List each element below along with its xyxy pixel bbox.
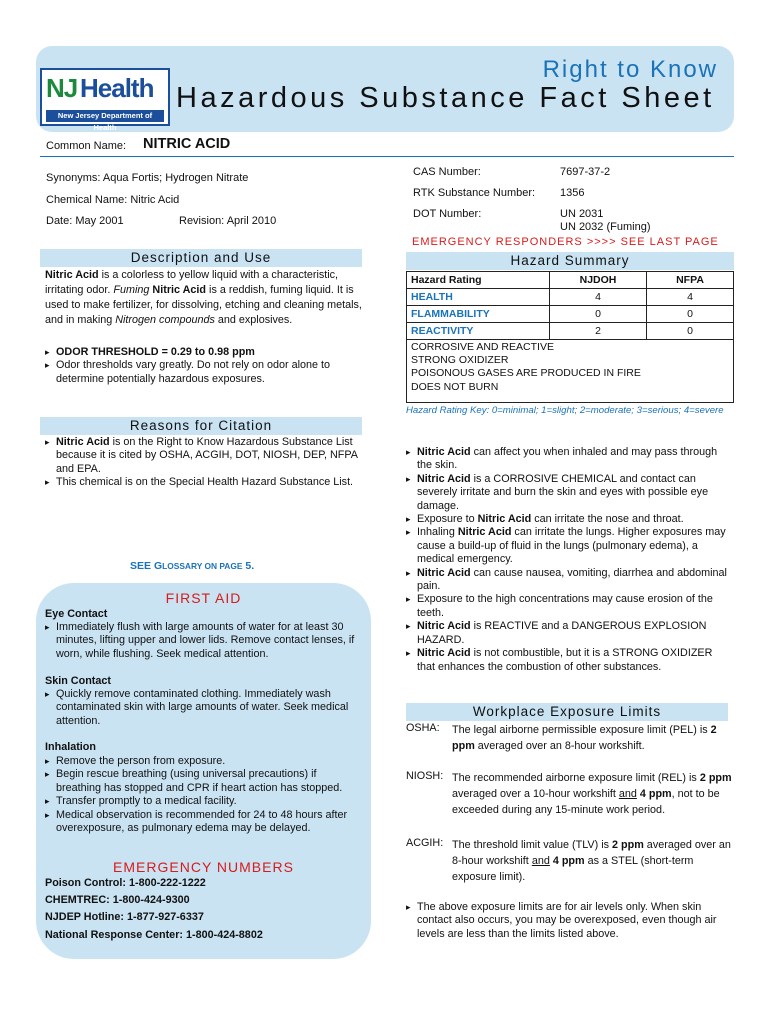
eye-contact-item: ▸ Immediately flush with large amounts of water for at least 30 minutes, lifting upper and lower lids. Remove contact lenses, if worn, while flushing. Seek medical attention. [45, 621, 363, 661]
exposure-note-list [406, 901, 732, 941]
hazard-note: DOES NOT BURN [411, 380, 499, 393]
hazard-note: CORROSIVE AND REACTIVE [411, 341, 554, 353]
list-item: ▸ Nitric Acid is not combustible, but it is a STRONG OXIDIZER that enhances the combustion of other substances. [406, 647, 732, 674]
hazard-col-nfpa: NFPA [647, 272, 734, 289]
poison-control-number: Poison Control: 1-800-222-1222 [45, 877, 206, 889]
hazard-col-njdoh: NJDOH [550, 272, 647, 289]
niosh-text: The recommended airborne exposure limit (REL) is 2 ppm averaged over a 10-hour workshift and 4 ppm, not to be exceeded during any 15-minute work period. [452, 772, 732, 816]
dot-value-2: UN 2032 (Fuming) [560, 221, 651, 233]
inhalation-heading: Inhalation [45, 741, 96, 753]
hazard-notes [407, 340, 734, 403]
hazard-njdoh: 2 [550, 323, 647, 340]
description-text: Nitric Acid is a colorless to yellow liquid with a characteristic, irritating odor. Fuming Nitric Acid is a reddish, fuming liquid. It is used to make fertilizer, for dissolving, etching and cleaning metals, and in making Nitrogen compounds and explosives. [45, 269, 362, 326]
list-item: ▸ Nitric Acid is a CORROSIVE CHEMICAL and contact can severely irritate and burn the skin and eyes with possible eye damage. [406, 473, 732, 513]
list-item: ▸ Exposure to the high concentrations may cause erosion of the teeth. [406, 593, 732, 620]
table-row [407, 306, 734, 323]
eye-contact-heading: Eye Contact [45, 608, 108, 620]
table-row [407, 289, 734, 306]
logo-health: Health [80, 73, 154, 103]
list-item: ▸ Nitric Acid is REACTIVE and a DANGEROUS EXPLOSION HAZARD. [406, 620, 732, 647]
odor-list [45, 346, 363, 386]
rtk-label: RTK Substance Number: [413, 187, 536, 199]
common-name-label: Common Name: [46, 140, 127, 152]
acgih-text: The threshold limit value (TLV) is 2 ppm averaged over an 8-hour workshift and 4 ppm as a STEL (short-term exposure limit). [452, 839, 731, 883]
list-item: ▸ Exposure to Nitric Acid can irritate the nose and throat. [406, 513, 732, 526]
hazard-nfpa: 0 [647, 306, 734, 323]
hazard-summary-heading: Hazard Summary [406, 252, 734, 270]
hazard-njdoh: 0 [550, 306, 647, 323]
cas-label: CAS Number: [413, 166, 481, 178]
synonyms: Synonyms: Aqua Fortis; Hydrogen Nitrate [46, 172, 249, 184]
cas-value: 7697-37-2 [560, 166, 611, 178]
exposure-note: ▸ The above exposure limits are for air levels only. When skin contact also occurs, you may be overexposed, even though air levels are less than the limits listed above. [406, 901, 732, 941]
table-row [407, 323, 734, 340]
revision: Revision: April 2010 [179, 215, 277, 227]
hazard-name: FLAMMABILITY [407, 306, 550, 323]
first-aid-heading: FIRST AID [165, 590, 242, 606]
glossary-link[interactable]: SEE GLOSSARY ON PAGE 5. [130, 560, 255, 572]
nj-health-logo [40, 68, 170, 132]
inhalation-item: ▸ Remove the person from exposure. [45, 755, 363, 768]
inhalation-item: ▸ Transfer promptly to a medical facility. [45, 795, 363, 808]
niosh-label: NIOSH: [406, 770, 444, 782]
osha-text: The legal airborne permissible exposure limit (PEL) is 2 ppm averaged over an 8-hour workshift. [452, 724, 717, 752]
common-name-value: NITRIC ACID [143, 136, 231, 152]
hazard-name: HEALTH [407, 289, 550, 306]
skin-contact-item: ▸ Quickly remove contaminated clothing. Immediately wash contaminated skin with large amounts of water. Seek medical attention. [45, 688, 363, 728]
emergency-responders-note: EMERGENCY RESPONDERS >>>> SEE LAST PAGE [412, 236, 719, 248]
dot-label: DOT Number: [413, 208, 482, 220]
health-effects-list [406, 446, 732, 674]
emergency-numbers-heading: EMERGENCY NUMBERS [113, 859, 294, 875]
citation-item: ▸ This chemical is on the Special Health Hazard Substance List. [45, 476, 363, 489]
logo-subtitle: New Jersey Department of Health [46, 110, 164, 122]
dot-value-1: UN 2031 [560, 208, 604, 220]
description-heading: Description and Use [40, 249, 362, 267]
hazard-name: REACTIVITY [407, 323, 550, 340]
skin-contact-heading: Skin Contact [45, 675, 111, 687]
chemtrec-number: CHEMTREC: 1-800-424-9300 [45, 894, 190, 906]
inhalation-item: ▸ Medical observation is recommended for 24 to 48 hours after overexposure, as pulmonary edema may be delayed. [45, 809, 363, 836]
hazard-table [406, 271, 734, 403]
date: Date: May 2001 [46, 215, 124, 227]
header-rule [40, 156, 734, 157]
inhalation-item: ▸ Begin rescue breathing (using universal precautions) if breathing has stopped and CPR if heart action has stopped. [45, 768, 363, 795]
rtk-value: 1356 [560, 187, 585, 199]
odor-threshold: ▸ ODOR THRESHOLD = 0.29 to 0.98 ppm [45, 346, 363, 359]
chemical-name: Chemical Name: Nitric Acid [46, 194, 180, 206]
right-to-know-title: Right to Know [542, 56, 718, 83]
njdep-hotline-number: NJDEP Hotline: 1-877-927-6337 [45, 911, 204, 923]
acgih-label: ACGIH: [406, 837, 444, 849]
exposure-limits-heading: Workplace Exposure Limits [406, 703, 728, 721]
odor-note: ▸ Odor thresholds vary greatly. Do not rely on odor alone to determine potentially hazardous exposures. [45, 359, 363, 386]
hazard-nfpa: 4 [647, 289, 734, 306]
hazard-col-rating: Hazard Rating [407, 272, 550, 289]
osha-label: OSHA: [406, 722, 440, 734]
list-item: ▸ Inhaling Nitric Acid can irritate the lungs. Higher exposures may cause a build-up of fluid in the lungs (pulmonary edema), a medical emergency. [406, 526, 732, 566]
page-title: Hazardous Substance Fact Sheet [176, 82, 715, 114]
eye-contact-list [45, 621, 363, 661]
logo-nj: NJ [46, 73, 78, 103]
national-response-number: National Response Center: 1-800-424-8802 [45, 929, 263, 941]
citation-list [45, 436, 363, 490]
list-item: ▸ Nitric Acid can affect you when inhaled and may pass through the skin. [406, 446, 732, 473]
hazard-njdoh: 4 [550, 289, 647, 306]
hazard-note: POISONOUS GASES ARE PRODUCED IN FIRE [411, 367, 641, 380]
list-item: ▸ Nitric Acid can cause nausea, vomiting, diarrhea and abdominal pain. [406, 567, 732, 594]
hazard-note: STRONG OXIDIZER [411, 354, 509, 367]
citation-item: ▸ Nitric Acid is on the Right to Know Hazardous Substance List because it is cited by OSHA, ACGIH, DOT, NIOSH, DEP, NFPA and EPA. [45, 436, 363, 476]
hazard-nfpa: 0 [647, 323, 734, 340]
inhalation-list [45, 755, 363, 835]
skin-contact-list [45, 688, 363, 728]
citation-heading: Reasons for Citation [40, 417, 362, 435]
hazard-rating-key: Hazard Rating Key: 0=minimal; 1=slight; 2=moderate; 3=serious; 4=severe [406, 405, 724, 416]
